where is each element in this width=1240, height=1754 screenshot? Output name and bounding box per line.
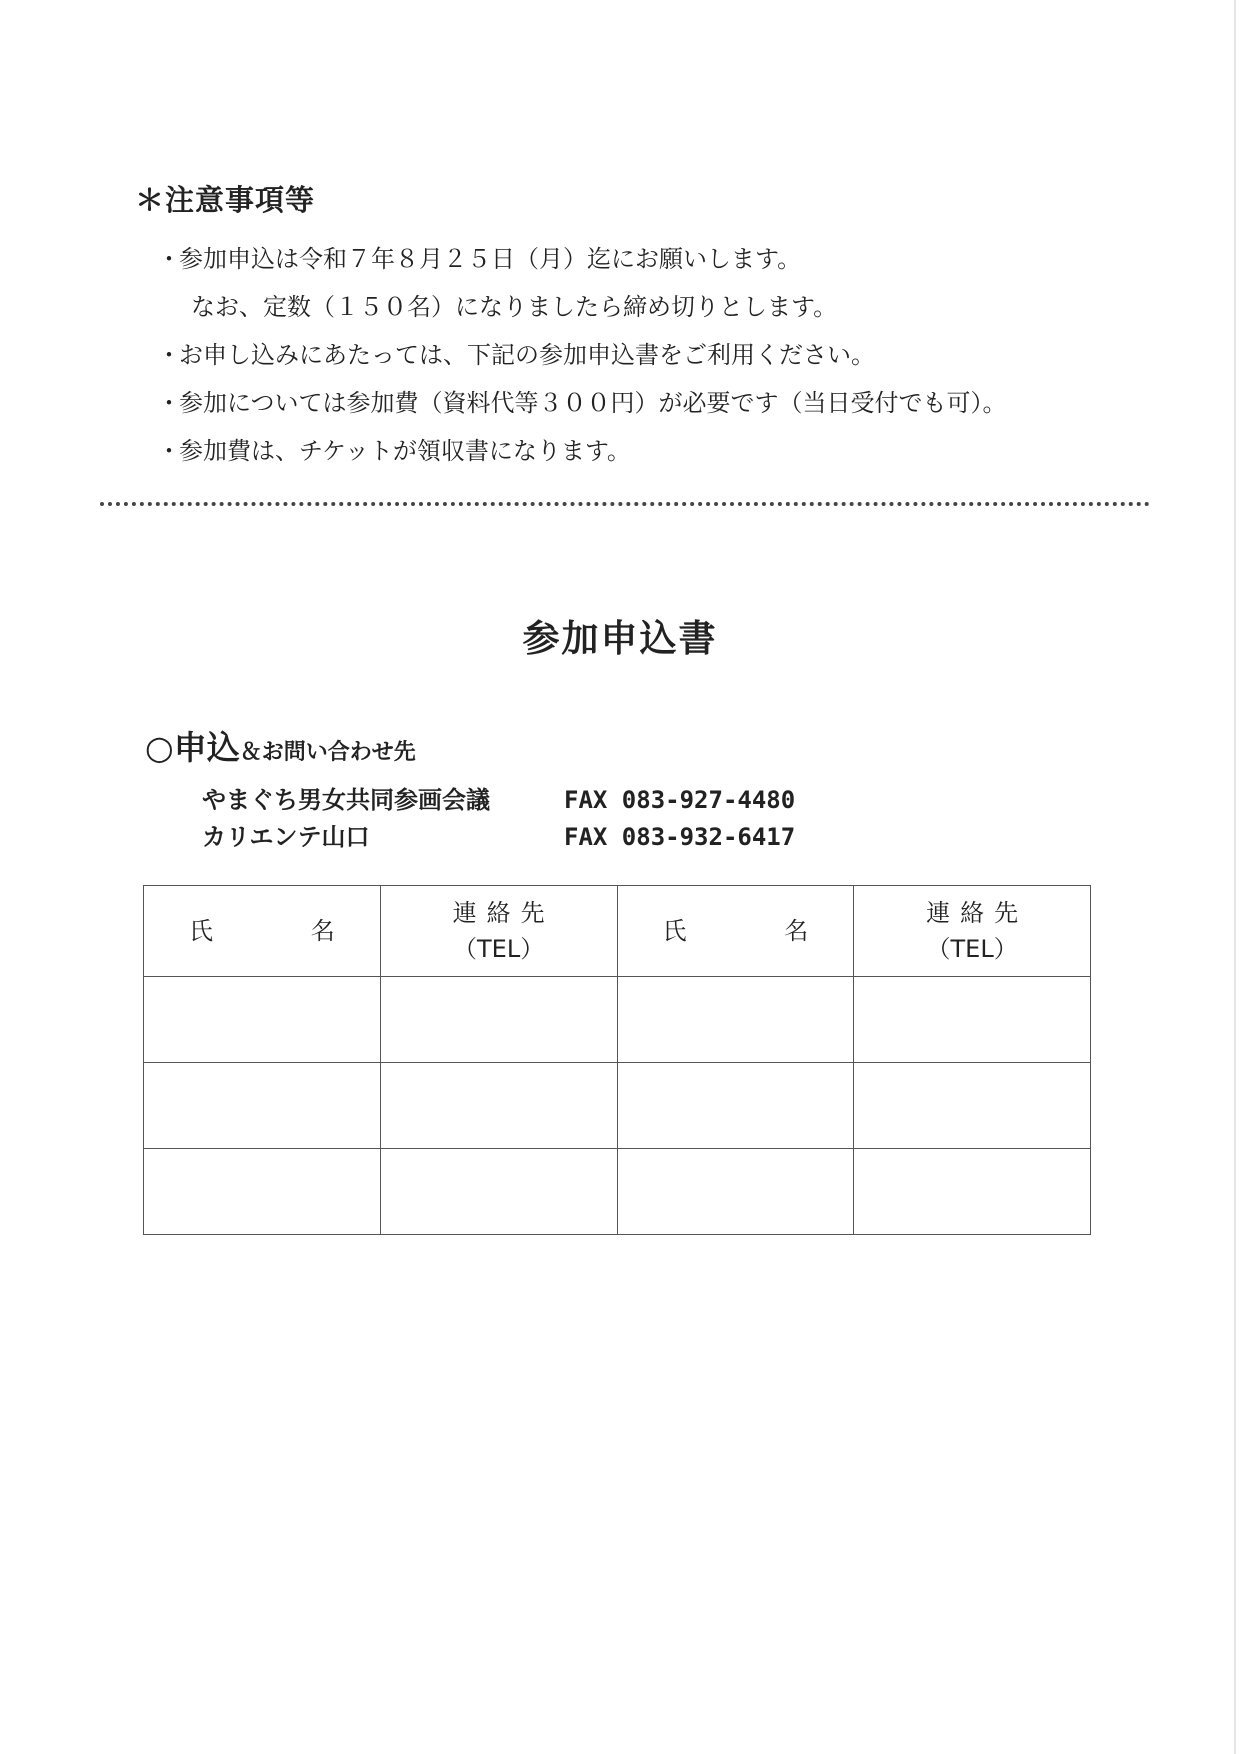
- note-item: [135, 379, 1007, 427]
- name-header-char: 氏: [189, 917, 213, 945]
- contact-header-cell: [380, 886, 617, 977]
- name-header-cell: [617, 886, 854, 977]
- dotted-cut-line: [100, 502, 1150, 506]
- org-row: [202, 817, 795, 852]
- name-entry-cell[interactable]: [617, 1149, 854, 1235]
- table-header-row: [144, 886, 1091, 977]
- name-header-cell: [144, 886, 381, 977]
- name-entry-cell[interactable]: [144, 1149, 381, 1235]
- contact-header-label: 連絡先: [926, 899, 1029, 927]
- name-header-char: 氏: [662, 917, 687, 945]
- contact-heading-main: ○申込: [145, 728, 240, 767]
- note-item: [135, 331, 1007, 379]
- tel-entry-cell[interactable]: [854, 1063, 1091, 1149]
- name-entry-cell[interactable]: [617, 1063, 854, 1149]
- name-header-char: 名: [310, 917, 335, 945]
- scan-edge-line: [1234, 0, 1236, 1754]
- table-row: [144, 1149, 1091, 1235]
- form-title: 参加申込書: [522, 617, 718, 660]
- org-fax: FAX 083-927-4480: [564, 786, 796, 814]
- note-text: 参加申込は令和７年８月２５日（月）迄にお願いします。: [179, 245, 802, 273]
- contact-header-label: 連絡先: [452, 899, 555, 927]
- tel-entry-cell[interactable]: [380, 1063, 617, 1149]
- name-entry-cell[interactable]: [144, 977, 381, 1063]
- contact-header-tel: （TEL）: [926, 935, 1018, 963]
- notes-section: [135, 178, 1007, 475]
- bullet: ・: [157, 389, 181, 417]
- tel-entry-cell[interactable]: [854, 977, 1091, 1063]
- contact-heading-sub: ＆お問い合わせ先: [239, 740, 416, 765]
- name-entry-cell[interactable]: [617, 977, 854, 1063]
- contact-header-tel: （TEL）: [453, 935, 545, 963]
- note-text: お申し込みにあたっては、下記の参加申込書をご利用ください。: [179, 341, 875, 369]
- org-row: [202, 780, 795, 815]
- table-row: [144, 1063, 1091, 1149]
- table-row: [144, 977, 1091, 1063]
- note-text: 参加については参加費（資料代等３００円）が必要です（当日受付でも可）。: [179, 389, 1007, 417]
- org-name: カリエンテ山口: [202, 823, 370, 851]
- application-table: [143, 885, 1091, 1235]
- bullet: ・: [157, 437, 181, 465]
- org-fax: FAX 083-932-6417: [564, 823, 796, 851]
- note-continuation: なお、定数（１５０名）になりましたら締め切りとします。: [191, 293, 838, 321]
- notes-title: ＊注意事項等: [135, 183, 316, 217]
- name-entry-cell[interactable]: [144, 1063, 381, 1149]
- bullet: ・: [157, 341, 181, 369]
- bullet: ・: [157, 245, 181, 273]
- note-item: [135, 235, 1007, 331]
- note-text: 参加費は、チケットが領収書になります。: [179, 437, 631, 465]
- tel-entry-cell[interactable]: [380, 1149, 617, 1235]
- note-item: [135, 427, 1007, 475]
- contact-header-cell: [854, 886, 1091, 977]
- tel-entry-cell[interactable]: [380, 977, 617, 1063]
- contact-heading: [145, 722, 416, 769]
- org-name: やまぐち男女共同参画会議: [202, 786, 490, 814]
- tel-entry-cell[interactable]: [854, 1149, 1091, 1235]
- name-header-char: 名: [784, 917, 809, 945]
